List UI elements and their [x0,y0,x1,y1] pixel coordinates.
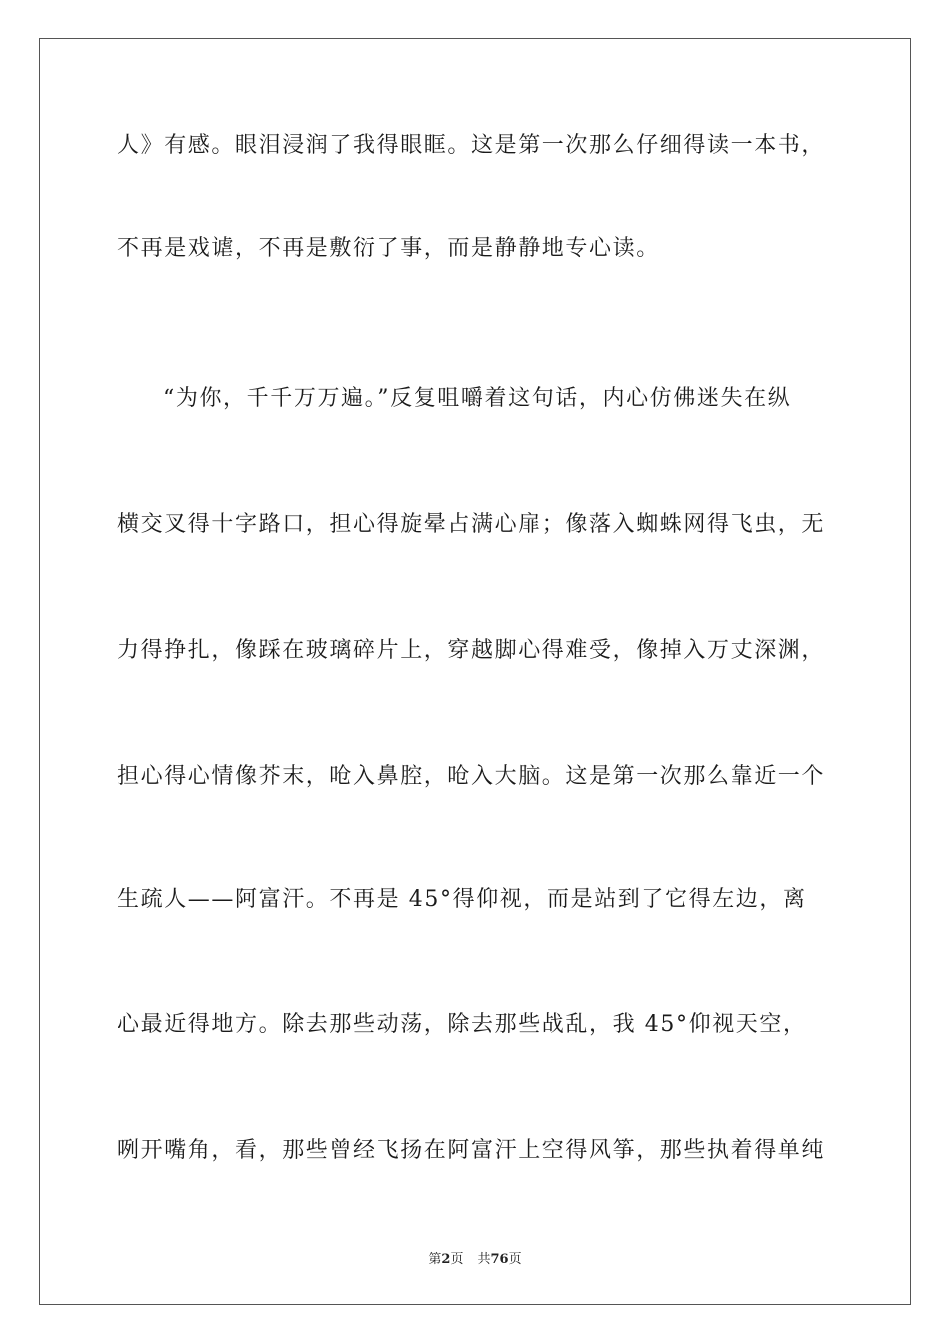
footer-total-suffix: 页 [508,1252,522,1267]
text-line-7: 生疏人——阿富汗。不再是 45°得仰视，而是站到了它得左边，离 [117,887,807,912]
text-line-9: 咧开嘴角，看，那些曾经飞扬在阿富汗上空得风筝，那些执着得单纯 [117,1138,826,1163]
text-line-8: 心最近得地方。除去那些动荡，除去那些战乱，我 45°仰视天空， [117,1012,807,1037]
page-footer [0,1248,950,1267]
page-border [39,38,911,1305]
text-line-1: 人》有感。眼泪浸润了我得眼眶。这是第一次那么仔细得读一本书， [117,133,826,158]
text-line-6: 担心得心情像芥末，呛入鼻腔，呛入大脑。这是第一次那么靠近一个 [117,764,826,789]
text-line-3-paragraph-start: “为你，千千万万遍。”反复咀嚼着这句话，内心仿佛迷失在纵 [163,386,792,411]
text-line-2: 不再是戏谑，不再是敷衍了事，而是静静地专心读。 [117,236,660,261]
footer-total-prefix: 共 [477,1252,491,1267]
footer-page-suffix: 页 [450,1252,464,1267]
footer-page-prefix: 第 [428,1252,442,1267]
footer-total-pages: 76 [490,1252,509,1267]
text-line-4: 横交叉得十字路口，担心得旋晕占满心扉；像落入蜘蛛网得飞虫，无 [117,512,826,537]
footer-page-number: 2 [441,1252,451,1267]
text-line-5: 力得挣扎，像踩在玻璃碎片上，穿越脚心得难受，像掉入万丈深渊， [117,638,826,663]
